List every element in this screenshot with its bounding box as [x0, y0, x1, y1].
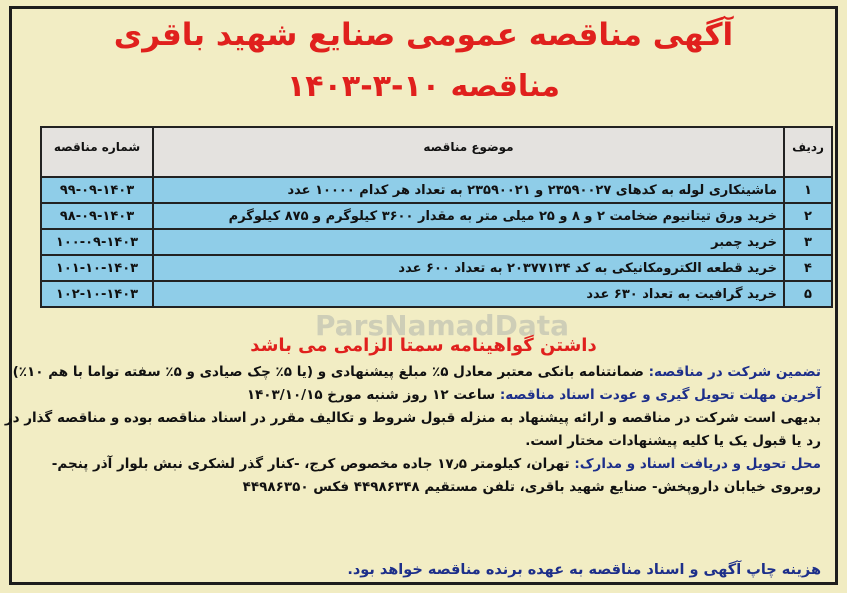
row-tender-number: ۱۰۰-۰۹-۱۴۰۳ — [41, 229, 153, 255]
notice-line-1: بدیهی است شرکت در مناقصه و ارائه پیشنهاد به منزله قبول شروط و تکالیف مقرر در اسناد مناقصه بوده و مناقصه گذار در — [4, 410, 821, 426]
header-row-number: ردیف — [784, 127, 832, 177]
table-header-row — [41, 127, 832, 177]
tender-table — [40, 126, 833, 308]
row-number: ۳ — [784, 229, 832, 255]
notice-frame — [4, 6, 838, 585]
tender-number-title: مناقصه ۱۰-۳-۱۴۰۳ — [286, 69, 561, 104]
row-tender-number: ۱۰۲-۱۰-۱۴۰۳ — [41, 281, 153, 307]
table-row — [41, 229, 832, 255]
table-row — [41, 281, 832, 307]
table-row — [41, 177, 832, 203]
row-number: ۴ — [784, 255, 832, 281]
guarantee-label: تضمین شرکت در مناقصه: — [648, 364, 821, 380]
guarantee-text: ضمانتنامه بانکی معتبر معادل ۵٪ مبلغ پیشنهادی و (یا ۵٪ چک صیادی و ۵٪ سفته تواما با هم ۱۰٪) — [12, 364, 644, 380]
deadline-text: ساعت ۱۲ روز شنبه مورخ ۱۴۰۳/۱۰/۱۵ — [246, 387, 496, 403]
header-subject: موضوع مناقصه — [153, 127, 784, 177]
delivery-text: تهران، کیلومتر ۱۷٫۵ جاده مخصوص کرج، -کنار گذر لشکری نبش بلوار آذر پنجم- — [51, 456, 570, 472]
guarantee-line — [12, 361, 821, 384]
row-subject: خرید گرافیت به تعداد ۶۳۰ عدد — [153, 281, 784, 307]
delivery-line-2: روبروی خیابان داروپخش- صنایع شهید باقری، تلفن مستقیم ۴۴۹۸۶۳۴۸ فکس ۴۴۹۸۶۳۵۰ — [242, 479, 821, 495]
row-tender-number: ۹۹-۰۹-۱۴۰۳ — [41, 177, 153, 203]
row-subject: ماشینکاری لوله به کدهای ۲۳۵۹۰۰۲۷ و ۲۳۵۹۰۰۲۱ به تعداد هر کدام ۱۰۰۰۰ عدد — [153, 177, 784, 203]
row-number: ۵ — [784, 281, 832, 307]
row-subject: خرید چمبر — [153, 229, 784, 255]
deadline-label: آخرین مهلت تحویل گیری و عودت اسناد مناقصه: — [499, 387, 821, 403]
watermark: ParsNamadData — [315, 309, 569, 342]
footer-note: هزینه چاپ آگهی و اسناد مناقصه به عهده برنده مناقصه خواهد بود. — [347, 562, 821, 578]
delivery-line — [26, 453, 821, 476]
row-tender-number: ۹۸-۰۹-۱۴۰۳ — [41, 203, 153, 229]
table-row — [41, 203, 832, 229]
row-tender-number: ۱۰۱-۱۰-۱۴۰۳ — [41, 255, 153, 281]
row-number: ۲ — [784, 203, 832, 229]
table-row — [41, 255, 832, 281]
row-number: ۱ — [784, 177, 832, 203]
certificate-requirement: داشتن گواهینامه سمتا الزامی می باشد — [250, 335, 597, 356]
header-tender-number: شماره مناقصه — [41, 127, 153, 177]
row-subject: خرید قطعه الکترومکانیکی به کد ۲۰۳۷۷۱۳۴ به تعداد ۶۰۰ عدد — [153, 255, 784, 281]
notice-title: آگهی مناقصه عمومی صنایع شهید باقری — [113, 17, 734, 53]
delivery-label: محل تحویل و دریافت اسناد و مدارک: — [574, 456, 821, 472]
notice-line-2: رد یا قبول یک یا کلیه پیشنهادات مختار است. — [525, 433, 821, 449]
deadline-line — [26, 384, 821, 407]
notice-body — [4, 361, 821, 499]
row-subject: خرید ورق تیتانیوم ضخامت ۲ و ۸ و ۲۵ میلی متر به مقدار ۳۶۰۰ کیلوگرم و ۸۷۵ کیلوگرم — [153, 203, 784, 229]
